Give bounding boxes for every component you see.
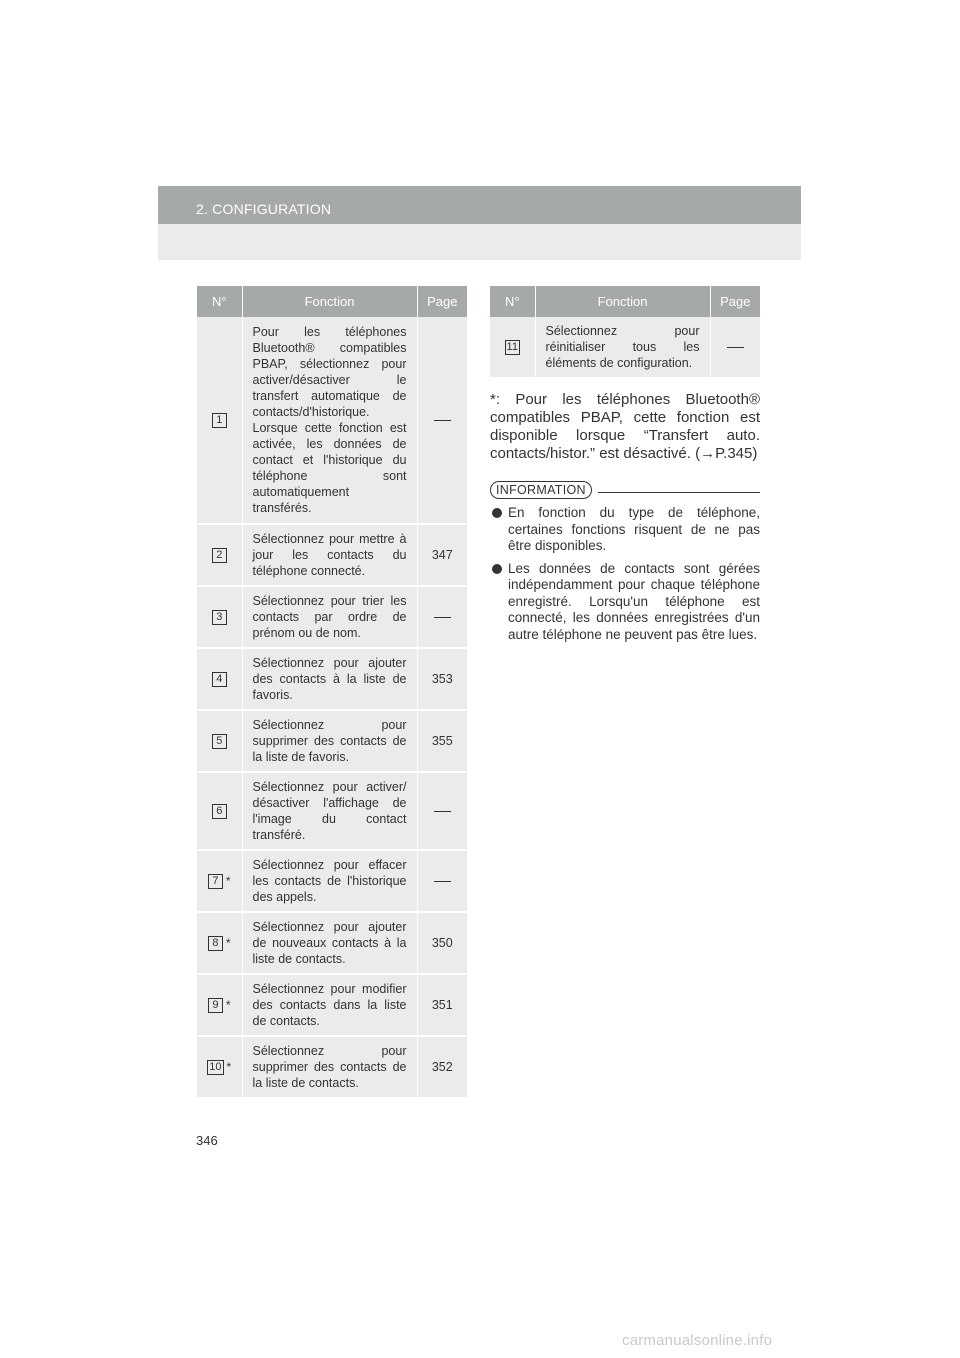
row-number-cell <box>197 850 242 912</box>
header-function: Fonction <box>535 286 710 317</box>
header-function: Fonction <box>242 286 417 317</box>
asterisk-mark: * <box>225 936 231 951</box>
function-description: Sélectionnez pour modifier des contacts dans la liste de contacts. <box>242 974 417 1036</box>
section-title: 2. CONFIGURATION <box>196 201 332 217</box>
table-row <box>197 710 467 772</box>
information-badge: INFORMATION <box>490 481 592 499</box>
page-reference: 347 <box>417 524 467 586</box>
row-number-badge: 2 <box>212 548 227 563</box>
row-number-cell <box>490 317 535 378</box>
dash-icon <box>727 347 744 348</box>
page-reference: 352 <box>417 1036 467 1098</box>
row-number-cell <box>197 974 242 1036</box>
row-number-badge: 7 <box>208 874 223 889</box>
header-page: Page <box>417 286 467 317</box>
page-reference <box>417 772 467 850</box>
function-table-left <box>197 286 467 1099</box>
table-row <box>197 850 467 912</box>
header-number: N° <box>490 286 535 317</box>
page-reference <box>417 850 467 912</box>
row-number-cell <box>197 317 242 524</box>
table-row <box>197 1036 467 1098</box>
row-number-cell <box>197 648 242 710</box>
table-row <box>197 586 467 648</box>
bullet-dot-icon <box>492 508 502 518</box>
dash-icon <box>434 617 451 618</box>
function-description: Sélectionnez pour activer/ désactiver l'affichage de l'image du contact transféré. <box>242 772 417 850</box>
information-rule <box>598 492 760 493</box>
header-number: N° <box>197 286 242 317</box>
row-number-cell <box>197 710 242 772</box>
row-number-badge: 4 <box>212 672 227 687</box>
page-reference <box>417 586 467 648</box>
row-number-cell <box>197 912 242 974</box>
function-description: Sélectionnez pour mettre à jour les contacts du téléphone connecté. <box>242 524 417 586</box>
table-header-row <box>197 286 467 317</box>
information-bullet <box>490 505 760 555</box>
page-reference: 353 <box>417 648 467 710</box>
page-reference: 351 <box>417 974 467 1036</box>
row-number-badge: 3 <box>212 610 227 625</box>
dash-icon <box>434 420 451 421</box>
row-number-badge: 9 <box>208 998 223 1013</box>
footnote: *: Pour les téléphones Bluetooth® compatibles PBAP, cette fonction est disponible lorsque “Transfert auto. contacts/histor.” est désactivé. (→P.345) <box>490 391 760 462</box>
information-box <box>490 481 760 643</box>
bullet-dot-icon <box>492 564 502 574</box>
row-number-cell <box>197 524 242 586</box>
row-number-badge: 6 <box>212 804 227 819</box>
page-reference: 350 <box>417 912 467 974</box>
function-description: Pour les téléphones Bluetooth® compatibles PBAP, sélectionnez pour activer/désactiver le transfert automatique de contacts/d'historique. Lorsque cette fonction est activée, les données de contact et l'historique du téléphone sont automatiquement transférés. <box>242 317 417 524</box>
table-row <box>197 974 467 1036</box>
asterisk-mark: * <box>226 1060 232 1075</box>
header-band <box>158 186 801 224</box>
function-description: Sélectionnez pour trier les contacts par ordre de prénom ou de nom. <box>242 586 417 648</box>
asterisk-mark: * <box>225 998 231 1013</box>
function-description: Sélectionnez pour supprimer des contacts de la liste de contacts. <box>242 1036 417 1098</box>
bullet-text: Les données de contacts sont gérées indépendamment pour chaque téléphone enregistré. Lorsqu'un téléphone est connecté, les données enregistrées d'un autre téléphone ne peuvent pas être lues. <box>508 560 760 642</box>
table-row <box>197 317 467 524</box>
page-reference <box>710 317 760 378</box>
function-description: Sélectionnez pour ajouter de nouveaux contacts à la liste de contacts. <box>242 912 417 974</box>
table-header-row <box>490 286 760 317</box>
dash-icon <box>434 881 451 882</box>
row-number-badge: 10 <box>209 1060 222 1073</box>
page-reference <box>417 317 467 524</box>
table-row <box>197 648 467 710</box>
header-sub-band <box>158 224 801 260</box>
dash-icon <box>434 811 451 812</box>
information-bullet <box>490 561 760 644</box>
row-number-cell <box>197 772 242 850</box>
watermark: carmanualsonline.info <box>622 1332 773 1349</box>
bullet-text: En fonction du type de téléphone, certaines fonctions risquent de ne pas être disponibles. <box>508 505 760 553</box>
function-description: Sélectionnez pour ajouter des contacts à la liste de favoris. <box>242 648 417 710</box>
table-row <box>490 317 760 378</box>
row-number-badge: 11 <box>506 341 518 354</box>
function-table-right <box>490 286 760 379</box>
page-number: 346 <box>196 1133 218 1148</box>
table-row <box>197 772 467 850</box>
table-row <box>197 524 467 586</box>
row-number-badge: 8 <box>208 936 223 951</box>
row-number-cell <box>197 586 242 648</box>
row-number-badge: 5 <box>212 734 227 749</box>
function-description: Sélectionnez pour supprimer des contacts de la liste de favoris. <box>242 710 417 772</box>
function-description: Sélectionnez pour réinitialiser tous les éléments de configuration. <box>535 317 710 378</box>
header-page: Page <box>710 286 760 317</box>
asterisk-mark: * <box>225 874 231 889</box>
row-number-cell <box>197 1036 242 1098</box>
row-number-badge: 1 <box>212 413 227 428</box>
function-description: Sélectionnez pour effacer les contacts de l'historique des appels. <box>242 850 417 912</box>
page-reference: 355 <box>417 710 467 772</box>
table-row <box>197 912 467 974</box>
